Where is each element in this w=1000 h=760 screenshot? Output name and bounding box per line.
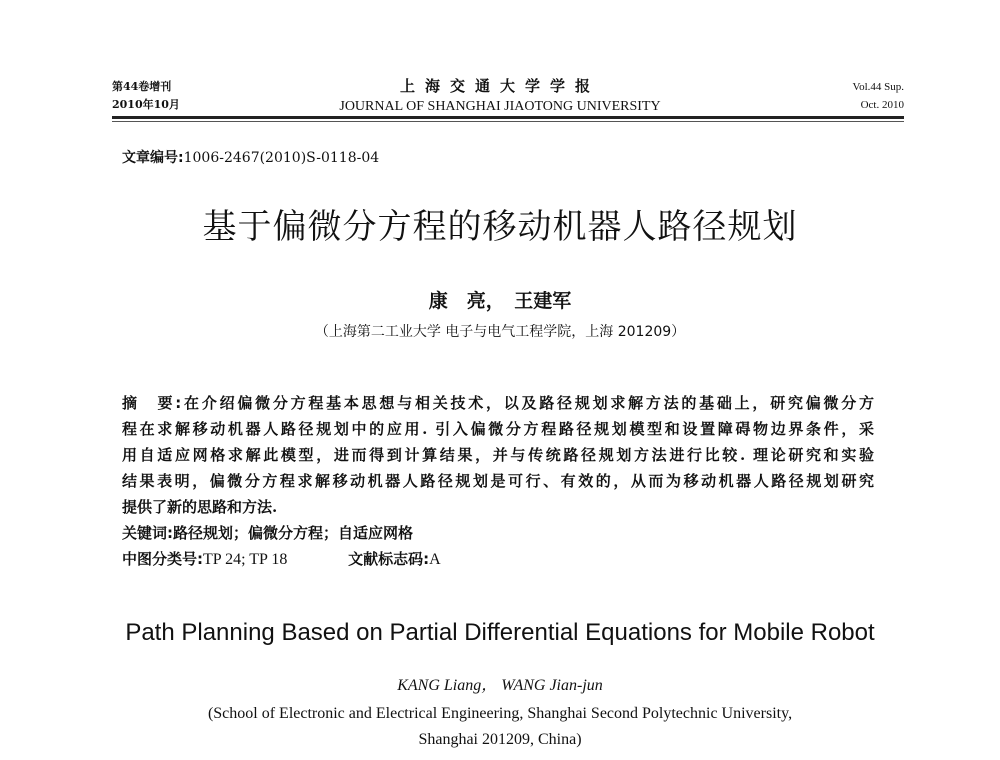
clc-label: 中图分类号: [122,550,203,568]
authors-en: KANG Liang， WANG Jian-jun [397,677,603,694]
title-en: Path Planning Based on Partial Differential Equations for Mobile Robot [125,619,875,646]
affiliation-cn: （上海第二工业大学 电子与电气工程学院，上海 201209） [314,324,686,340]
issue-info-en [853,78,904,114]
affiliation-en-line1: (School of Electronic and Electrical Engineering, Shanghai Second Polytechnic University, [207,705,793,722]
title-cn: 基于偏微分方程的移动机器人路径规划 [202,207,798,247]
volume-en: Vol.44 Sup. [852,81,904,93]
abstract-line: 提供了新的思路和方法. [122,498,278,516]
doc-code-value: A [429,551,441,568]
date-en: Oct. 2010 [860,99,904,111]
authors-cn: 康 亮， 王建军 [428,290,572,312]
article-number [122,148,379,168]
abstract-cn [122,390,874,520]
header-rule-thin [112,121,904,122]
keywords-value: 路径规划；偏微分方程；自适应网格 [173,524,414,542]
keywords-label: 关键词: [122,524,173,542]
journal-name-cn: 上海交通大学学报 [399,77,600,95]
abstract-label: 摘 要: [122,394,182,412]
date-cn: 2010年10月 [112,98,180,111]
doc-code-label: 文献标志码: [348,550,430,568]
classification [122,548,441,571]
abstract-text: 在介绍偏微分方程基本思想与相关技术，以及路径规划求解方法的基础上，研究偏微分方 [181,394,874,412]
clc-value: TP 24; TP 18 [203,551,288,568]
article-number-value: 1006-2467(2010)S-0118-04 [183,150,380,166]
keywords [122,522,413,544]
article-number-label: 文章编号: [122,150,184,166]
abstract-line: 程在求解移动机器人路径规划中的应用. 引入偏微分方程路径规划模型和设置障碍物边界条件，采 [122,420,874,438]
abstract-line: 用自适应网格求解此模型，进而得到计算结果，并与传统路径规划方法进行比较. 理论研究和实验 [122,446,874,464]
affiliation-en-line2: Shanghai 201209, China) [418,731,582,748]
header-rule-thick [112,116,904,119]
abstract-line: 结果表明，偏微分方程求解移动机器人路径规划是可行、有效的，从而为移动机器人路径规划研究 [122,472,874,490]
volume-cn: 第44卷增刊 [112,80,172,93]
journal-name-en: JOURNAL OF SHANGHAI JIAOTONG UNIVERSITY [339,99,661,114]
journal-header [0,76,1000,116]
abstract-line [122,390,874,416]
